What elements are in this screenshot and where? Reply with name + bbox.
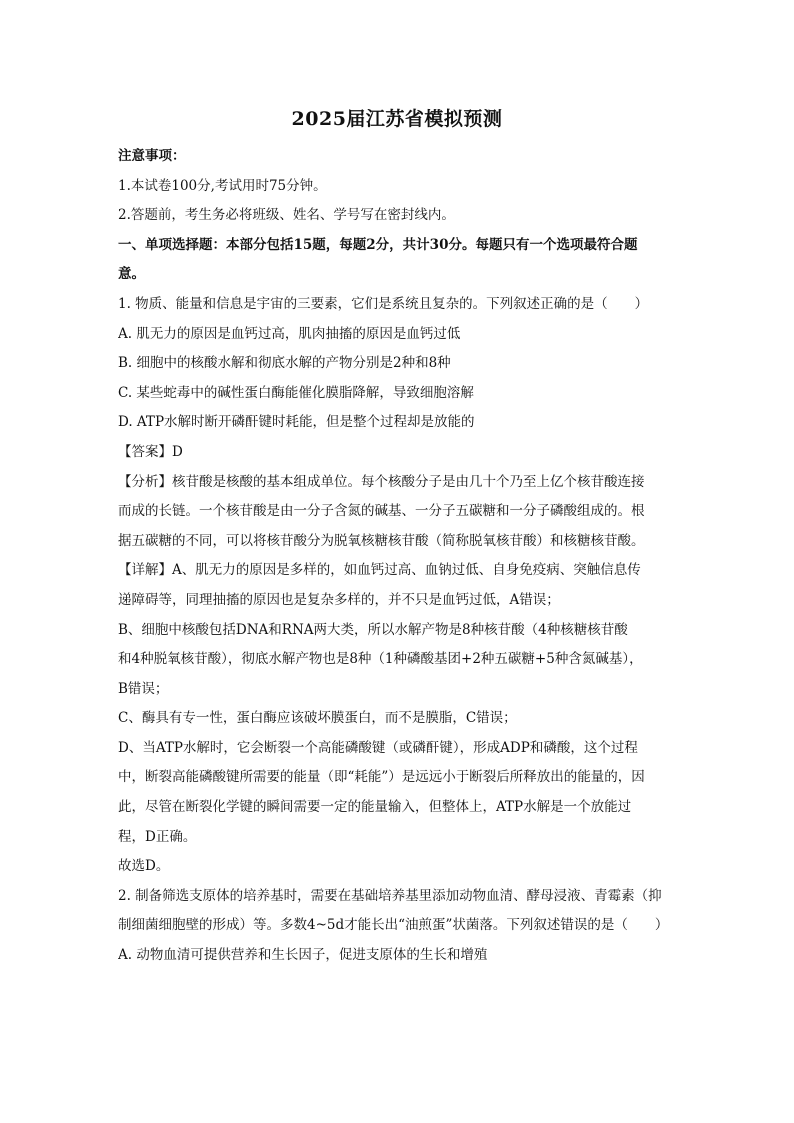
section-heading-cont: 意。 xyxy=(118,266,145,283)
notice-item: 2.答题前，考生务必将班级、姓名、学号写在密封线内。 xyxy=(118,207,455,224)
question-1-detail: D、当ATP水解时，它会断裂一个高能磷酸键（或磷酐键），形成ADP和磷酸，这个过程 xyxy=(118,739,638,756)
notice-item: 1.本试卷100分,考试用时75分钟。 xyxy=(118,177,327,194)
question-1-detail: 和4种脱氧核苷酸），彻底水解产物也是8种（1种磷酸基团+2种五碳糖+5种含氮碱基）， xyxy=(118,651,643,668)
question-1-detail: 中，断裂高能磷酸键所需要的能量（即“耗能”）是远远小于断裂后所释放出的能量的，因 xyxy=(118,769,645,786)
question-1-detail: 递障碍等，同理抽搐的原因也是复杂多样的，并不只是血钙过低，A错误； xyxy=(118,591,560,608)
question-1-detail: C、酶具有专一性，蛋白酶应该破坏膜蛋白，而不是膜脂，C错误； xyxy=(118,710,517,727)
question-2-stem: 制细菌细胞壁的形成）等。多数4~5d才能长出“油煎蛋”状菌落。下列叙述错误的是（ ） xyxy=(118,917,669,934)
question-1-analysis: 【分析】核苷酸是核酸的基本组成单位。每个核酸分子是由几十个乃至上亿个核苷酸连接 xyxy=(118,473,645,490)
question-1-answer: 【答案】D xyxy=(118,443,183,460)
question-1-detail: 此，尽管在断裂化学键的瞬间需要一定的能量输入，但整体上，ATP水解是一个放能过 xyxy=(118,799,632,816)
question-2-option-a: A. 动物血清可提供营养和生长因子，促进支原体的生长和增殖 xyxy=(118,947,488,964)
section-heading: 一、单项选择题：本部分包括15题，每题2分，共计30分。每题只有一个选项最符合题 xyxy=(118,236,638,253)
question-1-option-a: A. 肌无力的原因是血钙过高，肌肉抽搐的原因是血钙过低 xyxy=(118,325,461,342)
question-1-option-d: D. ATP水解时断开磷酐键时耗能，但是整个过程却是放能的 xyxy=(118,414,475,431)
notice-heading: 注意事项： xyxy=(118,148,186,164)
question-1-option-c: C. 某些蛇毒中的碱性蛋白酶能催化膜脂降解，导致细胞溶解 xyxy=(118,384,474,401)
question-1-detail: B、细胞中核酸包括DNA和RNA两大类，所以水解产物是8种核苷酸（4种核糖核苷酸 xyxy=(118,621,628,638)
question-1-option-b: B. 细胞中的核酸水解和彻底水解的产物分别是2种和8种 xyxy=(118,355,451,372)
question-1-detail: 程，D正确。 xyxy=(118,828,197,845)
question-1-detail: 【详解】A、肌无力的原因是多样的，如血钙过高、血钠过低、自身免疫病、突触信息传 xyxy=(118,562,641,579)
question-1-stem: 1. 物质、能量和信息是宇宙的三要素，它们是系统且复杂的。下列叙述正确的是（ ） xyxy=(118,295,649,312)
question-1-conclusion: 故选D。 xyxy=(118,858,170,875)
question-1-analysis: 据五碳糖的不同，可以将核苷酸分为脱氧核糖核苷酸（简称脱氧核苷酸）和核糖核苷酸。 xyxy=(118,532,645,549)
question-1-detail: B错误； xyxy=(118,680,169,697)
page-title: 2025届江苏省模拟预测 xyxy=(291,108,503,130)
question-1-analysis: 而成的长链。一个核苷酸是由一分子含氮的碱基、一分子五碳糖和一分子磷酸组成的。根 xyxy=(118,503,645,520)
document-body xyxy=(118,142,678,971)
question-2-stem: 2. 制备筛选支原体的培养基时，需要在基础培养基里添加动物血清、酵母浸液、青霉素（抑 xyxy=(118,887,662,904)
